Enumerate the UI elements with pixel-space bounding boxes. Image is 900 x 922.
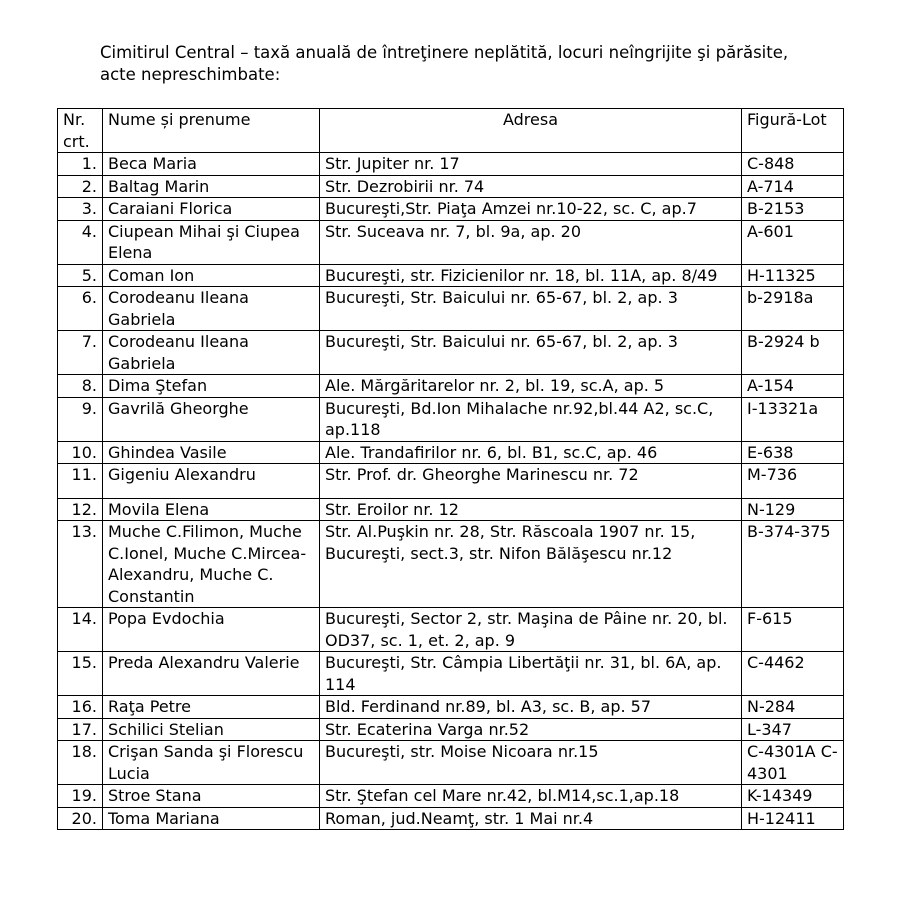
cell-name: Coman Ion [103, 264, 320, 287]
cell-address: Str. Al.Puşkin nr. 28, Str. Răscoala 1907 nr. 15, Bucureşti, sect.3, str. Nifon Bălăşescu nr.12 [320, 521, 742, 608]
document-intro: Cimitirul Central – taxă anuală de întreţinere neplătită, locuri neîngrijite şi părăsite, acte nepreschimbate: [100, 43, 789, 84]
cell-nr: 19. [58, 785, 103, 808]
cell-nr: 4. [58, 220, 103, 264]
cell-nr: 10. [58, 441, 103, 464]
table-row [58, 264, 844, 287]
cell-name: Ghindea Vasile [103, 441, 320, 464]
cell-nr: 8. [58, 375, 103, 398]
cell-address: Bucureşti, Str. Câmpia Libertăţii nr. 31, bl. 6A, ap. 114 [320, 652, 742, 696]
cell-nr: 6. [58, 287, 103, 331]
cell-nr: 16. [58, 696, 103, 719]
records-table [57, 108, 844, 830]
header-address: Adresa [320, 109, 742, 153]
table-row [58, 287, 844, 331]
cell-lot: A-154 [742, 375, 844, 398]
table-row [58, 608, 844, 652]
cell-address: Bucureşti, str. Fizicienilor nr. 18, bl. 11A, ap. 8/49 [320, 264, 742, 287]
cell-name: Corodeanu Ileana Gabriela [103, 287, 320, 331]
cell-lot: I-13321a [742, 397, 844, 441]
cell-address: Str. Jupiter nr. 17 [320, 153, 742, 176]
cell-lot: M-736 [742, 464, 844, 499]
cell-address: Str. Dezrobirii nr. 74 [320, 175, 742, 198]
cell-nr: 17. [58, 718, 103, 741]
cell-nr: 14. [58, 608, 103, 652]
cell-name: Corodeanu Ileana Gabriela [103, 331, 320, 375]
cell-name: Ciupean Mihai şi Ciupea Elena [103, 220, 320, 264]
cell-address: Ale. Trandafirilor nr. 6, bl. B1, sc.C, ap. 46 [320, 441, 742, 464]
cell-lot: A-601 [742, 220, 844, 264]
table-header-row [58, 109, 844, 153]
cell-address: Bucureşti, Sector 2, str. Maşina de Pâine nr. 20, bl. OD37, sc. 1, et. 2, ap. 9 [320, 608, 742, 652]
cell-lot: K-14349 [742, 785, 844, 808]
table-row [58, 521, 844, 608]
cell-name: Caraiani Florica [103, 198, 320, 221]
table-row [58, 220, 844, 264]
cell-nr: 1. [58, 153, 103, 176]
cell-name: Movila Elena [103, 498, 320, 521]
table-row [58, 441, 844, 464]
cell-nr: 7. [58, 331, 103, 375]
cell-name: Raţa Petre [103, 696, 320, 719]
cell-lot: A-714 [742, 175, 844, 198]
cell-lot: N-129 [742, 498, 844, 521]
cell-address: Str. Suceava nr. 7, bl. 9a, ap. 20 [320, 220, 742, 264]
cell-lot: N-284 [742, 696, 844, 719]
cell-name: Preda Alexandru Valerie [103, 652, 320, 696]
cell-name: Toma Mariana [103, 807, 320, 830]
cell-nr: 9. [58, 397, 103, 441]
cell-name: Popa Evdochia [103, 608, 320, 652]
table-row [58, 785, 844, 808]
cell-lot: E-638 [742, 441, 844, 464]
table-row [58, 175, 844, 198]
cell-nr: 3. [58, 198, 103, 221]
cell-address: Bucureşti,Str. Piaţa Amzei nr.10-22, sc. C, ap.7 [320, 198, 742, 221]
cell-nr: 12. [58, 498, 103, 521]
cell-name: Beca Maria [103, 153, 320, 176]
cell-address: Bucureşti, Bd.Ion Mihalache nr.92,bl.44 A2, sc.C, ap.118 [320, 397, 742, 441]
cell-address: Str. Eroilor nr. 12 [320, 498, 742, 521]
cell-lot: H-12411 [742, 807, 844, 830]
cell-lot: C-4301A C-4301 [742, 741, 844, 785]
cell-name: Gavrilă Gheorghe [103, 397, 320, 441]
cell-lot: B-2924 b [742, 331, 844, 375]
cell-lot: L-347 [742, 718, 844, 741]
cell-name: Stroe Stana [103, 785, 320, 808]
cell-name: Gigeniu Alexandru [103, 464, 320, 499]
table-row [58, 498, 844, 521]
table-row [58, 397, 844, 441]
cell-nr: 13. [58, 521, 103, 608]
cell-address: Bld. Ferdinand nr.89, bl. A3, sc. B, ap. 57 [320, 696, 742, 719]
cell-name: Schilici Stelian [103, 718, 320, 741]
cell-address: Str. Ştefan cel Mare nr.42, bl.M14,sc.1,ap.18 [320, 785, 742, 808]
cell-address: Bucureşti, Str. Baicului nr. 65-67, bl. 2, ap. 3 [320, 331, 742, 375]
cell-address: Str. Prof. dr. Gheorghe Marinescu nr. 72 [320, 464, 742, 499]
table-body [58, 153, 844, 830]
cell-name: Baltag Marin [103, 175, 320, 198]
cell-nr: 2. [58, 175, 103, 198]
table-row [58, 464, 844, 499]
table-row [58, 153, 844, 176]
table-row [58, 741, 844, 785]
cell-name: Muche C.Filimon, Muche C.Ionel, Muche C.Mircea-Alexandru, Muche C. Constantin [103, 521, 320, 608]
cell-lot: C-848 [742, 153, 844, 176]
cell-lot: F-615 [742, 608, 844, 652]
table-row [58, 807, 844, 830]
table-row [58, 696, 844, 719]
table-row [58, 652, 844, 696]
cell-nr: 5. [58, 264, 103, 287]
cell-nr: 18. [58, 741, 103, 785]
header-lot: Figură-Lot [742, 109, 844, 153]
cell-name: Dima Ştefan [103, 375, 320, 398]
cell-lot: C-4462 [742, 652, 844, 696]
header-name: Nume și prenume [103, 109, 320, 153]
cell-name: Crişan Sanda şi Florescu Lucia [103, 741, 320, 785]
table-row [58, 375, 844, 398]
cell-address: Bucureşti, Str. Baicului nr. 65-67, bl. 2, ap. 3 [320, 287, 742, 331]
cell-nr: 20. [58, 807, 103, 830]
cell-lot: b-2918a [742, 287, 844, 331]
table-row [58, 331, 844, 375]
cell-nr: 11. [58, 464, 103, 499]
cell-lot: B-374-375 [742, 521, 844, 608]
cell-nr: 15. [58, 652, 103, 696]
table-row [58, 198, 844, 221]
header-nr: Nr. crt. [58, 109, 103, 153]
cell-address: Roman, jud.Neamţ, str. 1 Mai nr.4 [320, 807, 742, 830]
table-row [58, 718, 844, 741]
cell-address: Bucureşti, str. Moise Nicoara nr.15 [320, 741, 742, 785]
cell-lot: B-2153 [742, 198, 844, 221]
cell-address: Str. Ecaterina Varga nr.52 [320, 718, 742, 741]
cell-address: Ale. Mărgăritarelor nr. 2, bl. 19, sc.A, ap. 5 [320, 375, 742, 398]
cell-lot: H-11325 [742, 264, 844, 287]
